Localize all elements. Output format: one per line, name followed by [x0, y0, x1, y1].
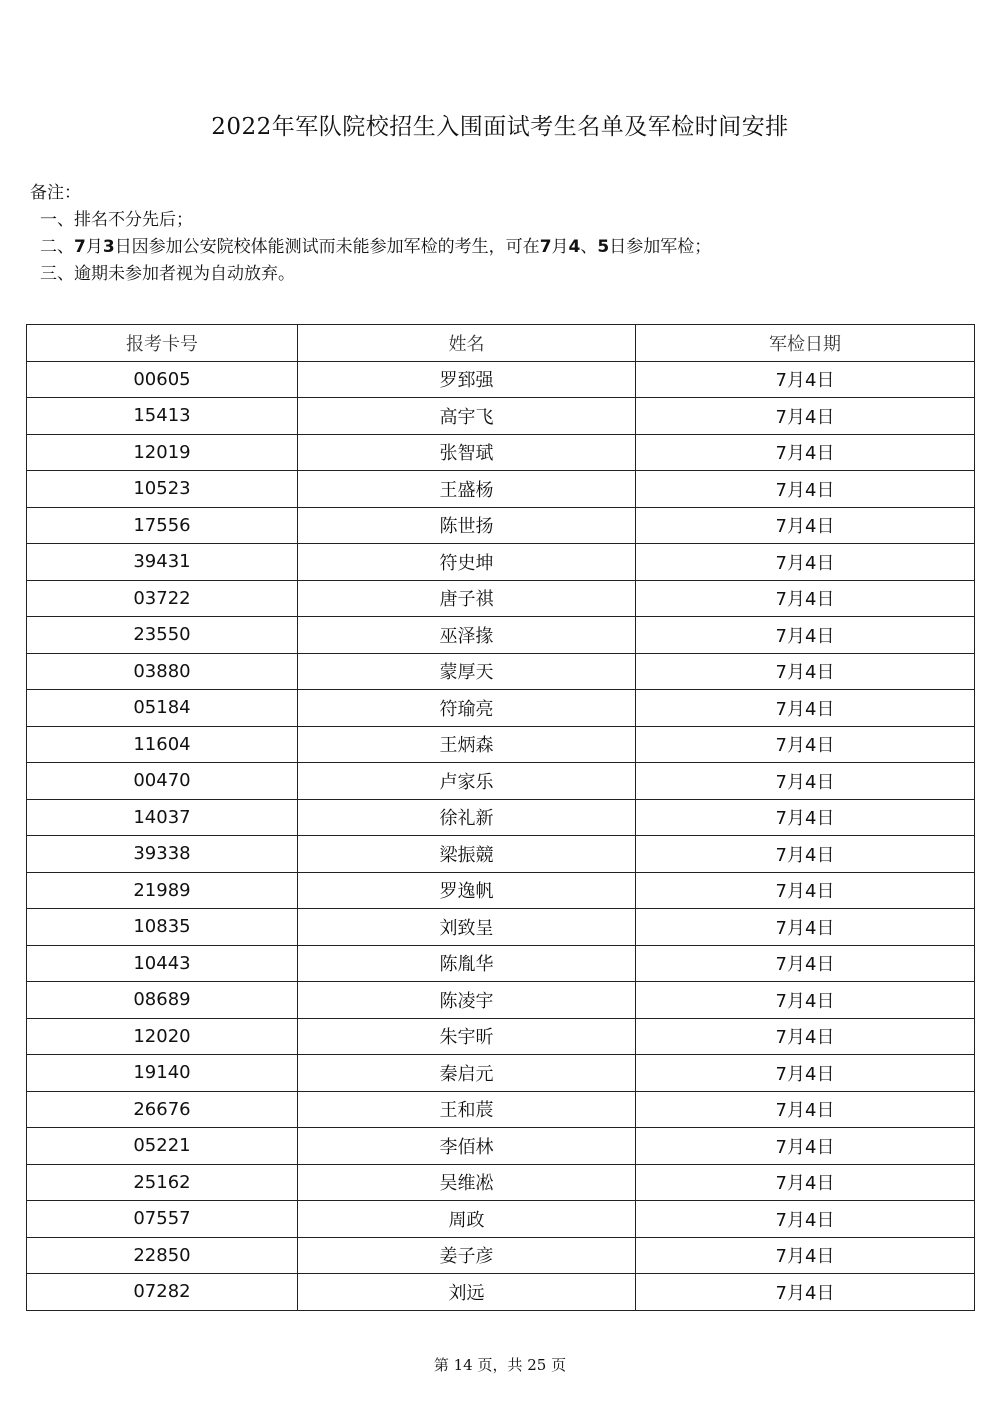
table-row	[27, 653, 975, 690]
cell-name: 巫泽掾	[298, 617, 636, 654]
cell-card-number: 14037	[27, 799, 298, 836]
table-row	[27, 434, 975, 471]
cell-name: 王炳森	[298, 726, 636, 763]
note-line-2-part: 3	[102, 237, 115, 257]
cell-exam-date: 7月4日	[636, 617, 975, 654]
note-line-3: 三、逾期未参加者视为自动放弃。	[40, 264, 295, 284]
current-page-number: 14	[453, 1356, 473, 1374]
table-row	[27, 361, 975, 398]
cell-exam-date: 7月4日	[636, 1128, 975, 1165]
cell-card-number: 26676	[27, 1091, 298, 1128]
note-line-2-part: 月	[551, 237, 569, 257]
cell-card-number: 07282	[27, 1274, 298, 1311]
cell-card-number: 08689	[27, 982, 298, 1019]
cell-card-number: 21989	[27, 872, 298, 909]
cell-name: 梁振競	[298, 836, 636, 873]
footer-prefix: 第	[433, 1356, 454, 1374]
note-line-2-part: 二、	[40, 237, 74, 257]
cell-exam-date: 7月4日	[636, 1091, 975, 1128]
cell-exam-date: 7月4日	[636, 398, 975, 435]
table-row	[27, 799, 975, 836]
cell-card-number: 10443	[27, 945, 298, 982]
cell-name: 周政	[298, 1201, 636, 1238]
cell-name: 秦启元	[298, 1055, 636, 1092]
page-footer	[0, 1354, 1000, 1375]
table-row	[27, 726, 975, 763]
cell-name: 罗逸帆	[298, 872, 636, 909]
cell-card-number: 05184	[27, 690, 298, 727]
cell-name: 符史坤	[298, 544, 636, 581]
cell-name: 刘远	[298, 1274, 636, 1311]
cell-exam-date: 7月4日	[636, 763, 975, 800]
cell-name: 陈凌宇	[298, 982, 636, 1019]
cell-name: 高宇飞	[298, 398, 636, 435]
column-header-card-number: 报考卡号	[27, 325, 298, 362]
cell-exam-date: 7月4日	[636, 434, 975, 471]
document-title: 2022年军队院校招生入围面试考生名单及军检时间安排	[211, 114, 789, 140]
cell-card-number: 03722	[27, 580, 298, 617]
table-row	[27, 836, 975, 873]
table-row	[27, 398, 975, 435]
column-header-name: 姓名	[298, 325, 636, 362]
cell-exam-date: 7月4日	[636, 544, 975, 581]
cell-name: 吴维凇	[298, 1164, 636, 1201]
table-row	[27, 1274, 975, 1311]
cell-exam-date: 7月4日	[636, 1201, 975, 1238]
cell-name: 王和莀	[298, 1091, 636, 1128]
table-row	[27, 471, 975, 508]
note-line-2-part: 5	[597, 237, 610, 257]
table-row	[27, 1201, 975, 1238]
table-row	[27, 1237, 975, 1274]
cell-name: 陈世扬	[298, 507, 636, 544]
footer-suffix: 页	[546, 1356, 567, 1374]
note-line-2-part: 7	[74, 237, 86, 257]
table-row	[27, 507, 975, 544]
cell-card-number: 12019	[27, 434, 298, 471]
cell-name: 李佰林	[298, 1128, 636, 1165]
cell-exam-date: 7月4日	[636, 1274, 975, 1311]
cell-exam-date: 7月4日	[636, 653, 975, 690]
cell-name: 王盛杨	[298, 471, 636, 508]
column-header-exam-date: 军检日期	[636, 325, 975, 362]
cell-card-number: 10523	[27, 471, 298, 508]
cell-exam-date: 7月4日	[636, 361, 975, 398]
cell-exam-date: 7月4日	[636, 872, 975, 909]
cell-name: 张智珷	[298, 434, 636, 471]
note-line-2-part: 日参加军检；	[609, 237, 712, 257]
cell-exam-date: 7月4日	[636, 690, 975, 727]
table-row	[27, 580, 975, 617]
cell-exam-date: 7月4日	[636, 507, 975, 544]
table-row	[27, 1055, 975, 1092]
table-row	[27, 544, 975, 581]
note-line-2-part: 月	[85, 237, 103, 257]
cell-card-number: 00470	[27, 763, 298, 800]
table-row	[27, 617, 975, 654]
cell-exam-date: 7月4日	[636, 580, 975, 617]
cell-exam-date: 7月4日	[636, 799, 975, 836]
cell-exam-date: 7月4日	[636, 909, 975, 946]
footer-middle: 页，共	[472, 1356, 528, 1374]
cell-card-number: 17556	[27, 507, 298, 544]
cell-name: 唐子祺	[298, 580, 636, 617]
table-row	[27, 1164, 975, 1201]
cell-exam-date: 7月4日	[636, 1018, 975, 1055]
cell-name: 朱宇昕	[298, 1018, 636, 1055]
cell-card-number: 19140	[27, 1055, 298, 1092]
table-row	[27, 945, 975, 982]
table-row	[27, 763, 975, 800]
cell-name: 徐礼新	[298, 799, 636, 836]
cell-name: 符瑜亮	[298, 690, 636, 727]
cell-card-number: 25162	[27, 1164, 298, 1201]
cell-exam-date: 7月4日	[636, 945, 975, 982]
cell-card-number: 12020	[27, 1018, 298, 1055]
cell-name: 蒙厚天	[298, 653, 636, 690]
cell-card-number: 00605	[27, 361, 298, 398]
cell-name: 陈胤华	[298, 945, 636, 982]
cell-name: 卢家乐	[298, 763, 636, 800]
table-row	[27, 909, 975, 946]
note-line-2-part: 7	[539, 237, 552, 257]
cell-card-number: 15413	[27, 398, 298, 435]
cell-exam-date: 7月4日	[636, 1164, 975, 1201]
cell-exam-date: 7月4日	[636, 1055, 975, 1092]
cell-card-number: 23550	[27, 617, 298, 654]
cell-card-number: 03880	[27, 653, 298, 690]
table-row	[27, 1091, 975, 1128]
note-line-2-part: 4	[568, 237, 581, 257]
note-line-2-part: 日因参加公安院校体能测试而未能参加军检的考生，可在	[114, 237, 540, 257]
table-row	[27, 872, 975, 909]
cell-card-number: 10835	[27, 909, 298, 946]
table-body	[27, 361, 975, 1310]
table-row	[27, 690, 975, 727]
cell-card-number: 07557	[27, 1201, 298, 1238]
cell-card-number: 11604	[27, 726, 298, 763]
table-row	[27, 982, 975, 1019]
table-row	[27, 1018, 975, 1055]
cell-exam-date: 7月4日	[636, 726, 975, 763]
cell-card-number: 22850	[27, 1237, 298, 1274]
table-header-row	[27, 325, 975, 362]
notes-block	[30, 180, 711, 288]
note-line-2	[30, 234, 711, 261]
cell-exam-date: 7月4日	[636, 982, 975, 1019]
cell-card-number: 39338	[27, 836, 298, 873]
note-line-1: 一、排名不分先后；	[40, 210, 193, 230]
cell-name: 刘致呈	[298, 909, 636, 946]
note-line-2-part: 、	[580, 237, 598, 257]
cell-exam-date: 7月4日	[636, 471, 975, 508]
cell-exam-date: 7月4日	[636, 836, 975, 873]
notes-heading: 备注：	[30, 183, 81, 203]
cell-exam-date: 7月4日	[636, 1237, 975, 1274]
cell-card-number: 05221	[27, 1128, 298, 1165]
cell-name: 罗郅强	[298, 361, 636, 398]
candidate-table	[26, 324, 975, 1311]
cell-name: 姜子彦	[298, 1237, 636, 1274]
cell-card-number: 39431	[27, 544, 298, 581]
total-page-count: 25	[527, 1356, 547, 1374]
table-row	[27, 1128, 975, 1165]
